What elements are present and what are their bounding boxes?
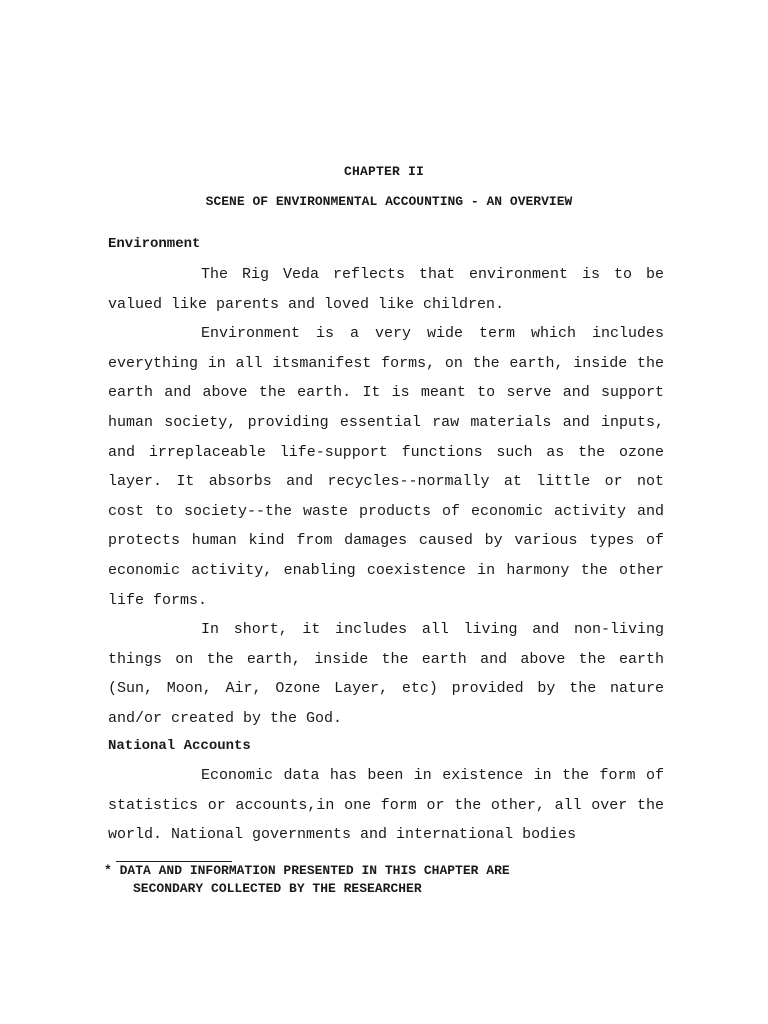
chapter-title: CHAPTER II <box>343 164 424 179</box>
paragraph: Environment is a very wide term which includes everything in all itsmanifest forms, on the earth, inside the earth and above the earth. It is meant to serve and support human society, providing essential raw materials and inputs, and irreplaceable life-support functions such as the ozone layer. It absorbs and recycles--normally at little or not cost to society--the waste products of economic activity and protects human kind from damages caused by various types of economic activity, enabling coexistence in harmony the other life forms. <box>108 325 664 609</box>
section-body-national-accounts <box>108 761 664 850</box>
section-body-environment <box>108 260 664 734</box>
section-heading-national-accounts: National Accounts <box>108 738 251 754</box>
paragraph: In short, it includes all living and non-living things on the earth, inside the earth and above the earth (Sun, Moon, Air, Ozone Layer, etc) provided by the nature and/or created by the God. <box>108 621 664 727</box>
section-heading-environment: Environment <box>108 236 201 252</box>
footnote <box>104 862 510 898</box>
chapter-subtitle: SCENE OF ENVIRONMENTAL ACCOUNTING - AN OVERVIEW <box>205 194 573 209</box>
footnote-line-2: SECONDARY COLLECTED BY THE RESEARCHER <box>133 881 422 896</box>
footnote-line-1: * DATA AND INFORMATION PRESENTED IN THIS CHAPTER ARE <box>104 863 510 878</box>
paragraph: The Rig Veda reflects that environment is to be valued like parents and loved like children. <box>108 266 664 313</box>
paragraph: Economic data has been in existence in the form of statistics or accounts,in one form or the other, all over the world. National governments and international bodies <box>108 767 664 844</box>
